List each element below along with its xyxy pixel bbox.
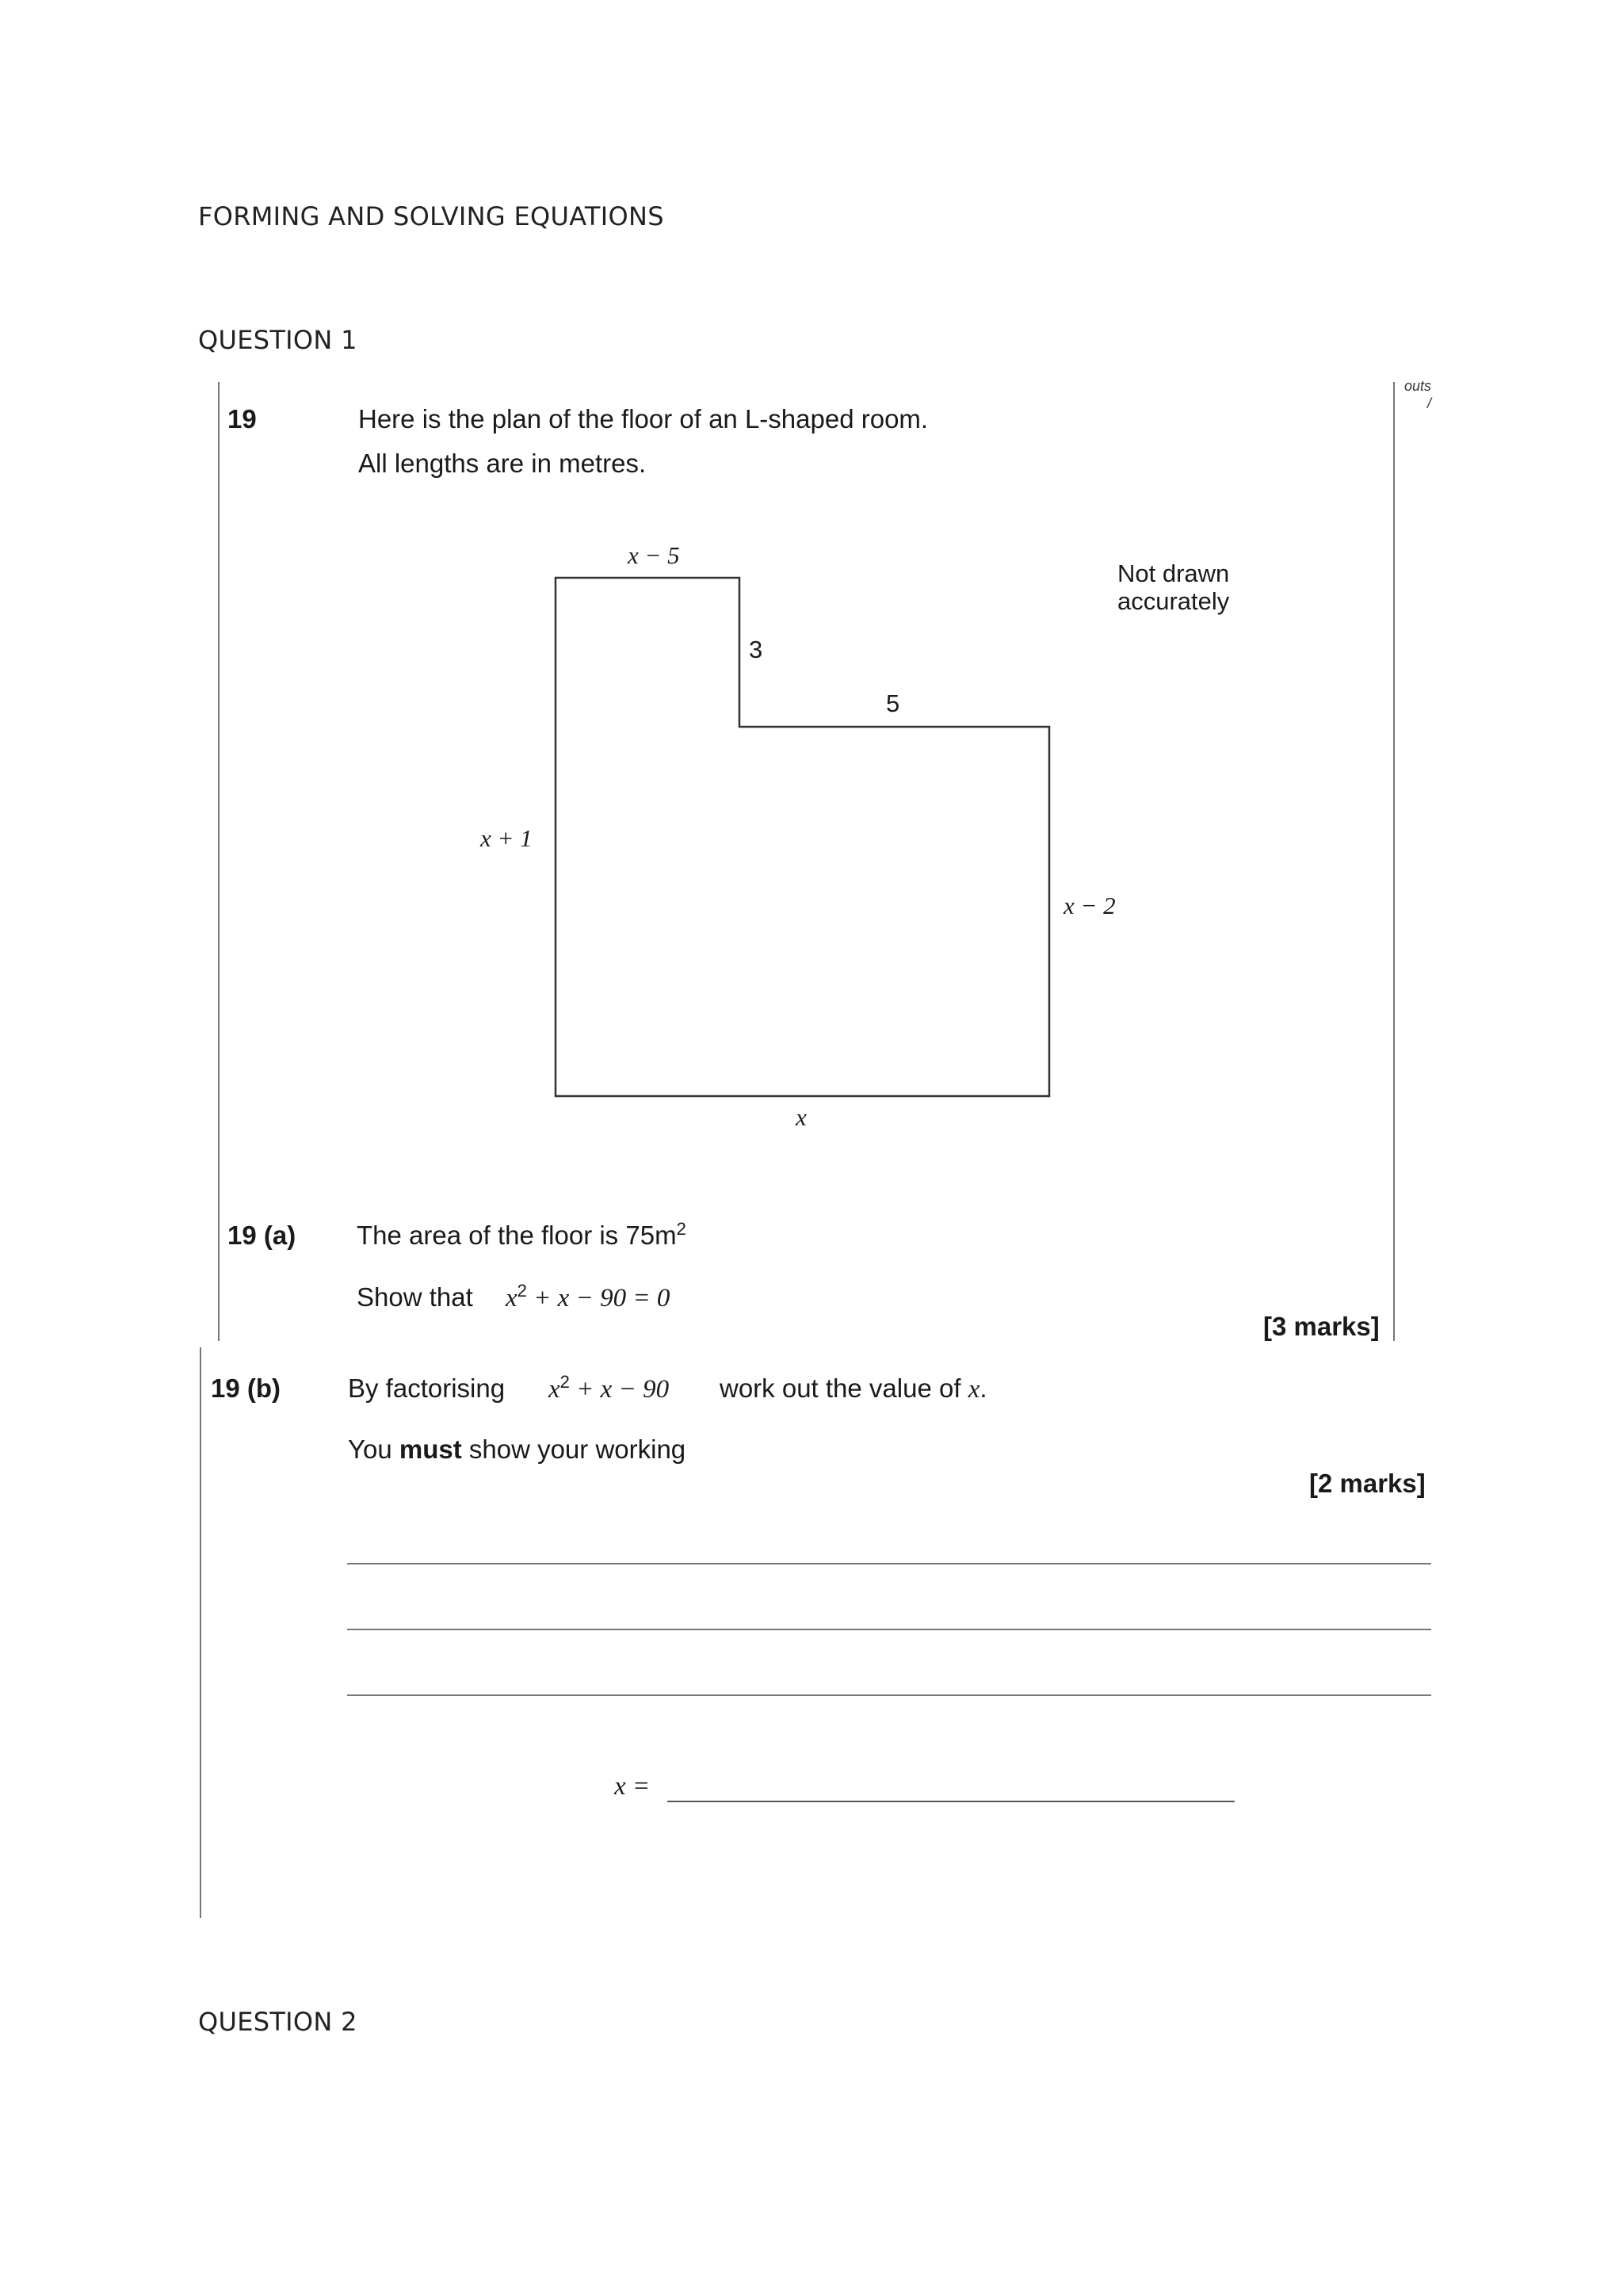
part-b-expr-rest: + x − 90 xyxy=(569,1375,670,1404)
part-b-expr-power: 2 xyxy=(559,1372,570,1392)
part-a-unit: m xyxy=(655,1221,677,1250)
intro-line-1: Here is the plan of the floor of an L-shaped room. xyxy=(358,404,929,434)
part-a-eq-power: 2 xyxy=(517,1281,527,1301)
answer-label: x = xyxy=(614,1772,651,1801)
part-b-text-after-var: x xyxy=(968,1375,980,1404)
part-a-eq-x: x xyxy=(506,1284,517,1312)
part-a-eq-rest: + x − 90 = 0 xyxy=(526,1284,670,1312)
part-a-statement xyxy=(357,1221,686,1251)
not-drawn-note-line-2: accurately xyxy=(1117,587,1230,615)
question-number: 19 xyxy=(227,404,257,434)
not-drawn-note-line-1: Not drawn xyxy=(1117,560,1230,587)
margin-note: outs / xyxy=(1404,378,1432,411)
part-b-text-after-words: work out the value of xyxy=(720,1373,961,1403)
page-title: FORMING AND SOLVING EQUATIONS xyxy=(198,201,664,231)
part-a-unit-power: 2 xyxy=(676,1219,686,1239)
part-b-working-post: show your working xyxy=(461,1435,686,1464)
part-b-working-instruction xyxy=(348,1435,685,1465)
part-b-working-pre: You xyxy=(348,1435,399,1464)
answer-line[interactable] xyxy=(667,1801,1235,1802)
part-b-working-bold: must xyxy=(399,1435,462,1464)
part-b-text-before: By factorising xyxy=(348,1373,506,1403)
part-a-equation xyxy=(506,1282,670,1313)
question-1-label: QUESTION 1 xyxy=(198,325,357,355)
part-b-text-after-end: . xyxy=(980,1373,987,1403)
l-shape-outline xyxy=(556,578,1049,1096)
label-step-vertical: 3 xyxy=(749,636,763,663)
part-a-label: 19 (a) xyxy=(227,1221,296,1250)
part-b-text-after xyxy=(720,1373,987,1404)
part-b-marks: [2 marks] xyxy=(1309,1469,1426,1498)
part-a-marks: [3 marks] xyxy=(1263,1312,1380,1341)
part-b-expr-x: x xyxy=(548,1375,560,1404)
part-b-label: 19 (b) xyxy=(211,1373,281,1403)
part-b-expression xyxy=(548,1373,669,1404)
working-line-2[interactable] xyxy=(347,1629,1431,1630)
working-line-3[interactable] xyxy=(347,1694,1431,1696)
label-right-edge: x − 2 xyxy=(1064,892,1116,919)
label-top-edge: x − 5 xyxy=(628,541,680,569)
label-step-horizontal: 5 xyxy=(886,690,900,717)
label-left-edge: x + 1 xyxy=(480,824,533,852)
question-2-label: QUESTION 2 xyxy=(198,2007,357,2037)
label-bottom-edge: x xyxy=(796,1103,807,1131)
part-a-show-that: Show that xyxy=(357,1282,473,1312)
intro-line-2: All lengths are in metres. xyxy=(358,449,647,478)
part-a-text: The area of the floor is 75 xyxy=(357,1221,655,1250)
working-line-1[interactable] xyxy=(347,1563,1431,1564)
